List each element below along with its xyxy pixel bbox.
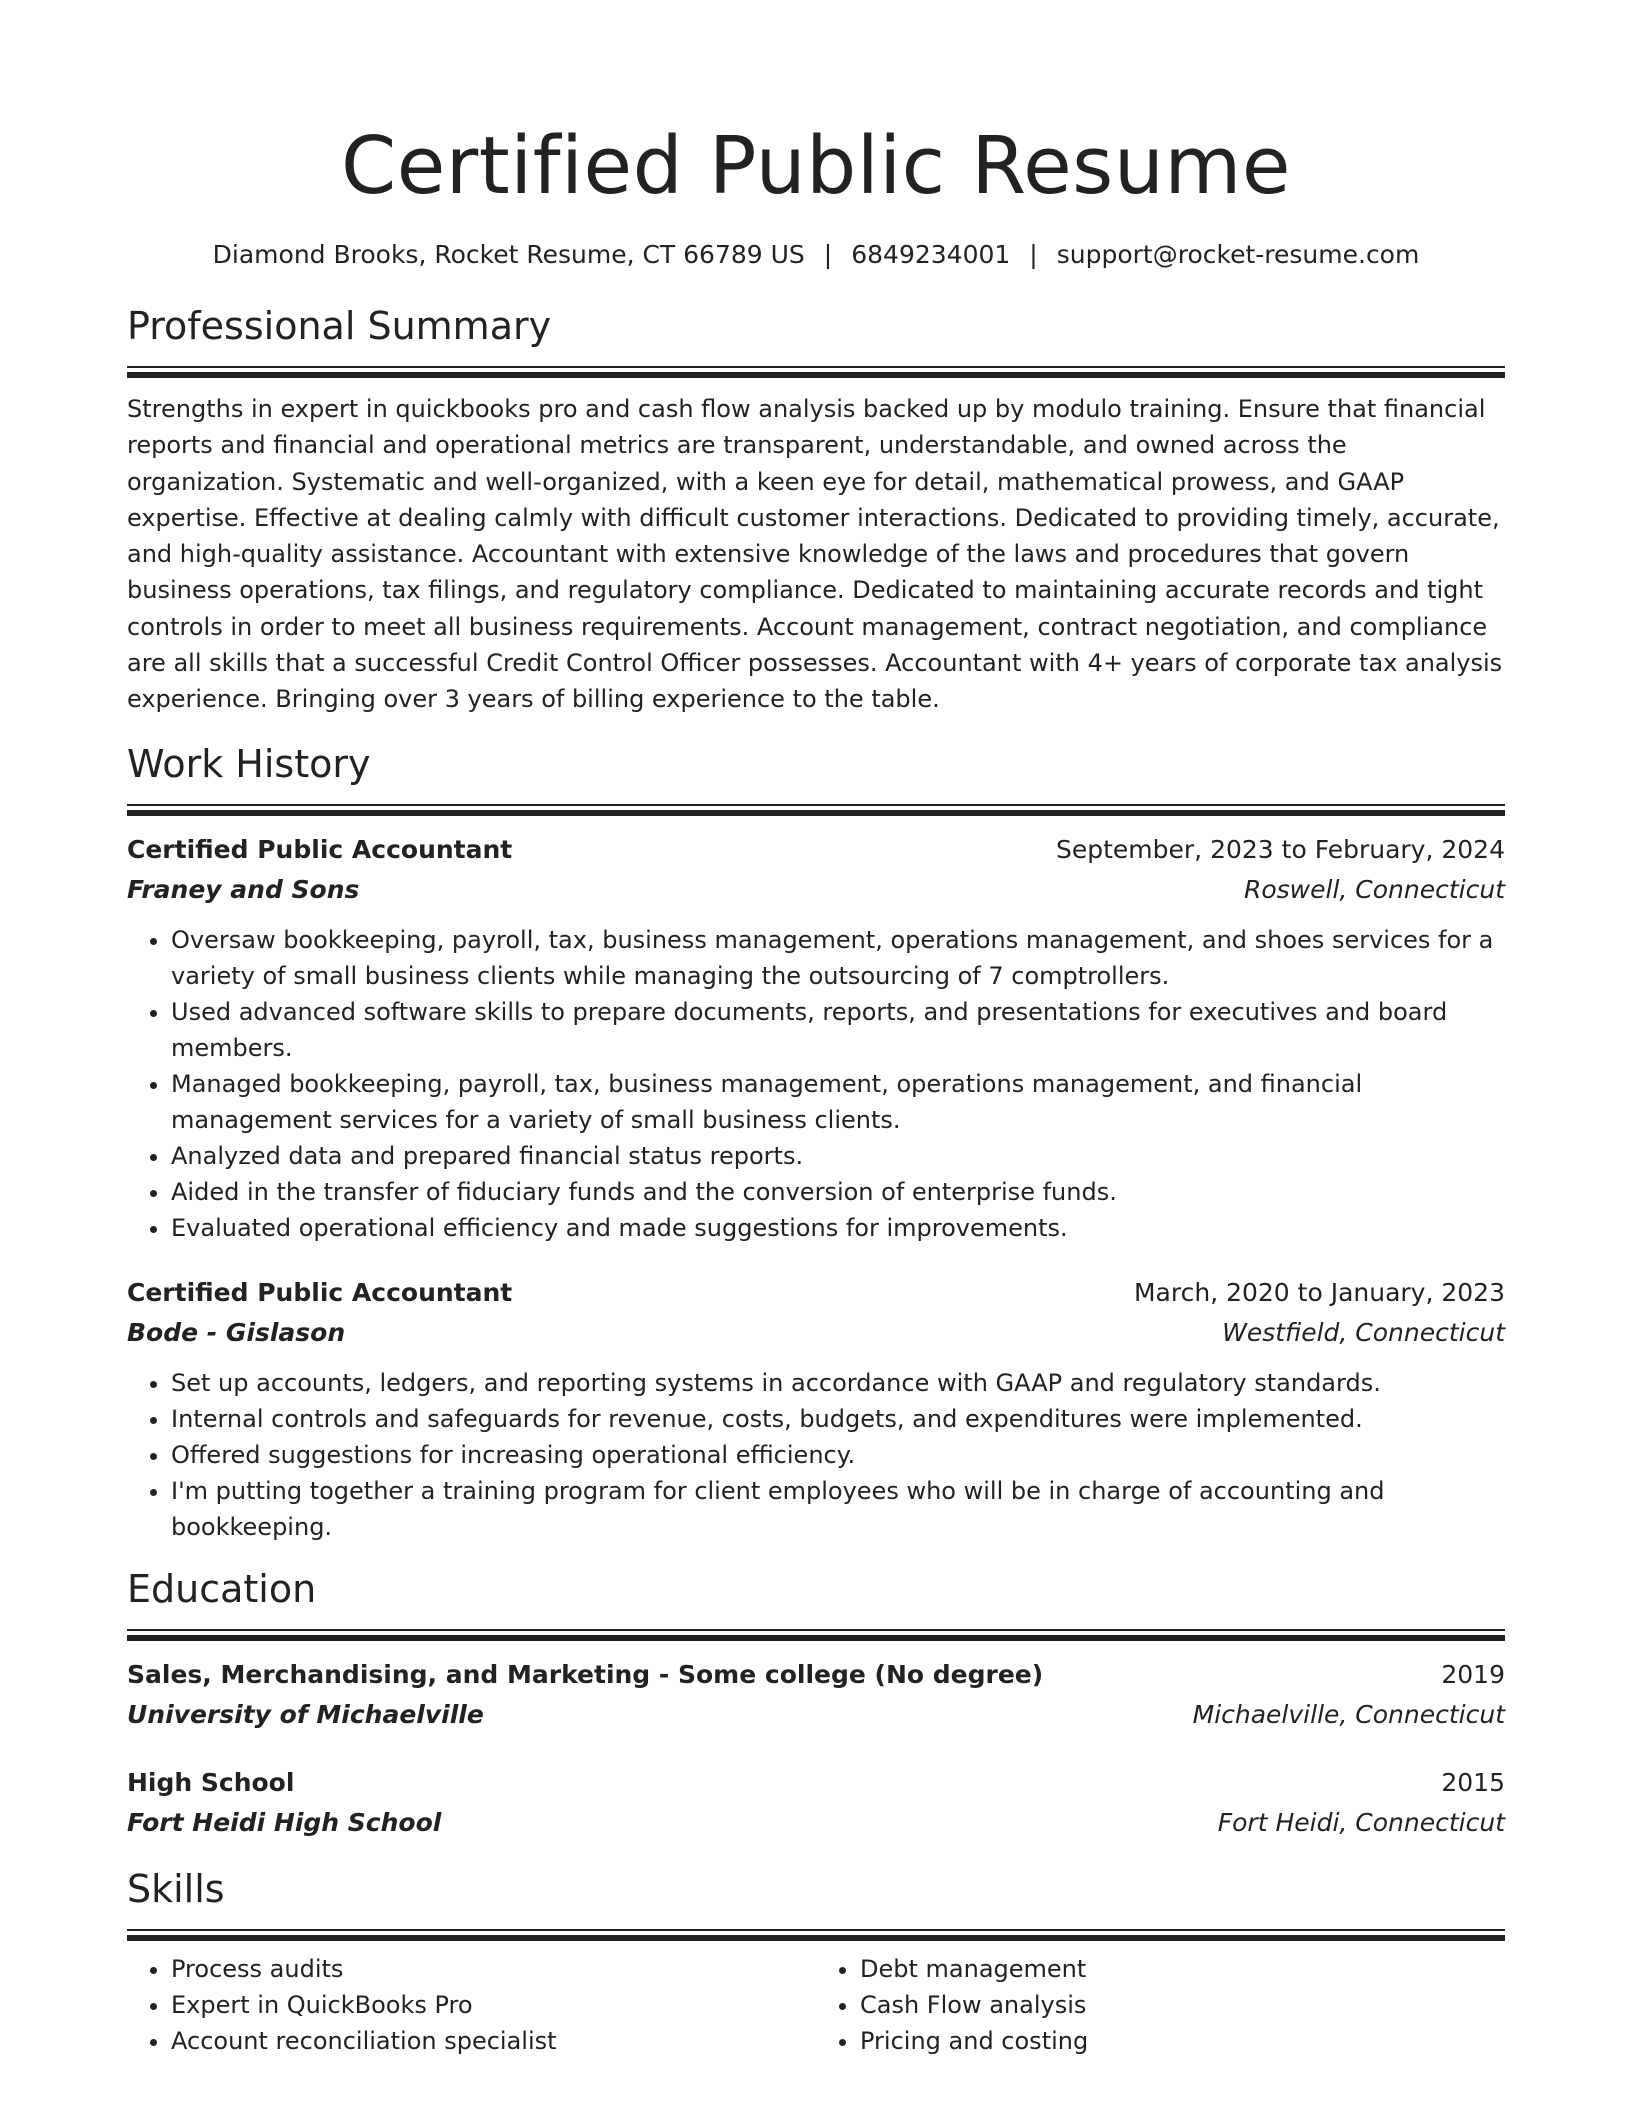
list-item: • I'm putting together a training program for client employees who will be in charge of accounting and bookkeeping. <box>171 1473 1505 1545</box>
skill-item: • Debt management <box>860 1951 1505 1987</box>
section-divider <box>127 804 1505 816</box>
education-location: Michaelville, Connecticut <box>1192 1699 1505 1729</box>
education-entry <box>127 1763 1505 1843</box>
job-entry <box>127 1273 1505 1545</box>
education-header-row <box>127 1655 1505 1695</box>
contact-address: Diamond Brooks, Rocket Resume, CT 66789 US <box>212 240 805 269</box>
education-school: Fort Heidi High School <box>127 1807 442 1837</box>
education-year: 2019 <box>1441 1659 1505 1689</box>
education-location: Fort Heidi, Connecticut <box>1217 1807 1505 1837</box>
contact-email: support@rocket-resume.com <box>1056 240 1420 269</box>
job-header-row <box>127 830 1505 870</box>
job-header-row <box>127 1273 1505 1313</box>
contact-line <box>127 238 1505 272</box>
work-history-section <box>127 740 1505 1545</box>
skills-column-right <box>816 1951 1505 2059</box>
section-divider <box>127 366 1505 378</box>
education-degree: High School <box>127 1767 295 1797</box>
list-item: • Aided in the transfer of fiduciary funds and the conversion of enterprise funds. <box>171 1174 1505 1210</box>
job-entry <box>127 830 1505 1246</box>
education-header-row <box>127 1763 1505 1803</box>
job-company-row <box>127 870 1505 910</box>
skill-item: • Process audits <box>171 1951 816 1987</box>
job-dates: September, 2023 to February, 2024 <box>1056 834 1505 864</box>
contact-separator: | <box>1029 240 1038 269</box>
contact-phone: 6849234001 <box>851 240 1011 269</box>
education-section <box>127 1565 1505 1843</box>
summary-text: Strengths in expert in quickbooks pro and cash flow analysis backed up by modulo training. Ensure that financial reports and financial and operational metrics are transparent, understandable, and owned across the organization. Systematic and well-organized, with a keen eye for detail, mathematical prowess, and GAAP expertise. Effective at dealing calmly with difficult customer interactions. Dedicated to providing timely, accurate, and high-quality assistance. Accountant with extensive knowledge of the laws and procedures that govern business operations, tax filings, and regulatory compliance. Dedicated to maintaining accurate records and tight controls in order to meet all business requirements. Account management, contract negotiation, and compliance are all skills that a successful Credit Control Officer possesses. Accountant with 4+ years of corporate tax analysis experience. Bringing over 3 years of billing experience to the table. <box>127 395 1503 714</box>
skill-item: • Account reconciliation specialist <box>171 2023 816 2059</box>
education-year: 2015 <box>1441 1767 1505 1797</box>
job-title: Certified Public Accountant <box>127 834 513 864</box>
section-divider <box>127 1629 1505 1641</box>
education-school-row <box>127 1695 1505 1735</box>
education-degree: Sales, Merchandising, and Marketing - Some college (No degree) <box>127 1659 1044 1689</box>
list-item: • Internal controls and safeguards for revenue, costs, budgets, and expenditures were implemented. <box>171 1401 1505 1437</box>
summary-section <box>127 302 1505 718</box>
skills-column-left <box>127 1951 816 2059</box>
skill-item: • Pricing and costing <box>860 2023 1505 2059</box>
contact-separator: | <box>823 240 833 269</box>
job-company: Bode - Gislason <box>127 1317 346 1347</box>
job-dates: March, 2020 to January, 2023 <box>1133 1277 1505 1307</box>
job-title: Certified Public Accountant <box>127 1277 513 1307</box>
job-location: Westfield, Connecticut <box>1222 1317 1505 1347</box>
section-heading-summary: Professional Summary <box>127 304 552 348</box>
list-item: • Evaluated operational efficiency and made suggestions for improvements. <box>171 1210 1505 1246</box>
list-item: • Analyzed data and prepared financial status reports. <box>171 1138 1505 1174</box>
list-item: • Used advanced software skills to prepare documents, reports, and presentations for executives and board members. <box>171 994 1505 1066</box>
section-heading-skills: Skills <box>127 1866 225 1911</box>
section-heading-education: Education <box>127 1566 317 1611</box>
skill-item: • Expert in QuickBooks Pro <box>171 1987 816 2023</box>
list-item: • Oversaw bookkeeping, payroll, tax, business management, operations management, and shoes services for a variety of small business clients while managing the outsourcing of 7 comptrollers. <box>171 922 1505 994</box>
section-heading-work-history: Work History <box>127 741 371 786</box>
education-school: University of Michaelville <box>127 1699 484 1729</box>
job-location: Roswell, Connecticut <box>1243 874 1505 904</box>
education-school-row <box>127 1803 1505 1843</box>
list-item: • Managed bookkeeping, payroll, tax, business management, operations management, and financial management services for a variety of small business clients. <box>171 1066 1505 1138</box>
education-entry <box>127 1655 1505 1735</box>
skill-item: • Cash Flow analysis <box>860 1987 1505 2023</box>
job-bullets <box>127 1365 1505 1545</box>
section-divider <box>127 1929 1505 1941</box>
list-item: • Offered suggestions for increasing operational efficiency. <box>171 1437 1505 1473</box>
list-item: • Set up accounts, ledgers, and reporting systems in accordance with GAAP and regulatory standards. <box>171 1365 1505 1401</box>
skills-columns <box>127 1951 1505 2059</box>
skills-section <box>127 1865 1505 2059</box>
resume-title: Certified Public Resume <box>341 120 1291 212</box>
job-company: Franey and Sons <box>127 874 360 904</box>
job-company-row <box>127 1313 1505 1353</box>
job-bullets <box>127 922 1505 1246</box>
